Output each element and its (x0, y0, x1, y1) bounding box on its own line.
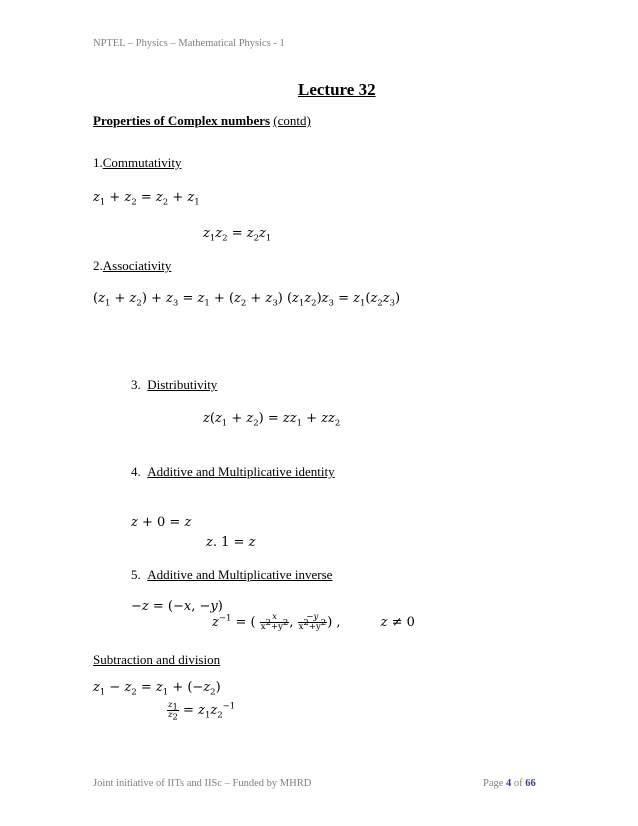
item-number: 5. (131, 567, 141, 582)
item-label: Distributivity (147, 377, 218, 392)
item-identity (131, 464, 335, 480)
section-heading (93, 113, 311, 129)
item-number: 4. (131, 464, 141, 479)
eq-distributivity: $z(z_1 + z_2) = zz_1 + zz_2$ (203, 411, 341, 429)
item-label: Associativity (102, 258, 172, 273)
eq-commutativity-mul: $z_1z_2 = z_2z_1$ (203, 226, 272, 244)
section-heading-bold: Properties of Complex numbers (93, 113, 271, 128)
lecture-title: Lecture 32 (298, 80, 376, 99)
eq-additive-inverse: −z = (−x, −y) (131, 599, 223, 614)
item-commutativity (93, 155, 181, 171)
eq-multiplicative-identity: z. 1 = z (206, 535, 256, 550)
page-footer: Joint initiative of IITs and IISc – Funded by MHRD (93, 778, 312, 789)
subtraction-division-heading (93, 652, 220, 668)
item-label: Additive and Multiplicative inverse (147, 567, 333, 582)
eq-multiplicative-inverse: $z^{-1}$ = ( $\frac{x}{x^2+y^2}$ , $\frac{-y}{x^2+y^2}$ ) , z ≠ 0 (212, 612, 415, 632)
eq-subtraction: $z_1 - z_2 = z_1 + (-z_2)$ (93, 680, 221, 698)
eq-division: $\frac{z_1}{z_2}$ = $z_1z_2^{-1}$ (168, 700, 236, 723)
page-of: of (513, 778, 523, 789)
item-distributivity (131, 377, 217, 393)
item-associativity (93, 258, 171, 274)
item-inverse (131, 567, 332, 583)
eq-additive-identity: z + 0 = z (131, 515, 192, 530)
item-label: Commutativity (102, 155, 182, 170)
page-current: 4 (506, 778, 512, 789)
item-label: Additive and Multiplicative identity (147, 464, 335, 479)
section-heading-rest: (contd) (273, 113, 311, 128)
subtraction-division-label: Subtraction and division (93, 652, 221, 667)
eq-commutativity-add: $z_1 + z_2 = z_2 + z_1$ (93, 190, 200, 208)
item-number: 1. (93, 155, 103, 170)
item-number: 3. (131, 377, 141, 392)
page-prefix: Page (483, 778, 504, 789)
page-number (483, 778, 536, 789)
eq-associativity: $(z_1 + z_2) + z_3 = z_1 + (z_2 + z_3) (z_1z_2)z_3 = z_1(z_2z_3)$ (93, 291, 401, 309)
page-header: NPTEL – Physics – Mathematical Physics - 1 (93, 38, 285, 49)
item-number: 2. (93, 258, 103, 273)
page-total: 66 (525, 778, 536, 789)
